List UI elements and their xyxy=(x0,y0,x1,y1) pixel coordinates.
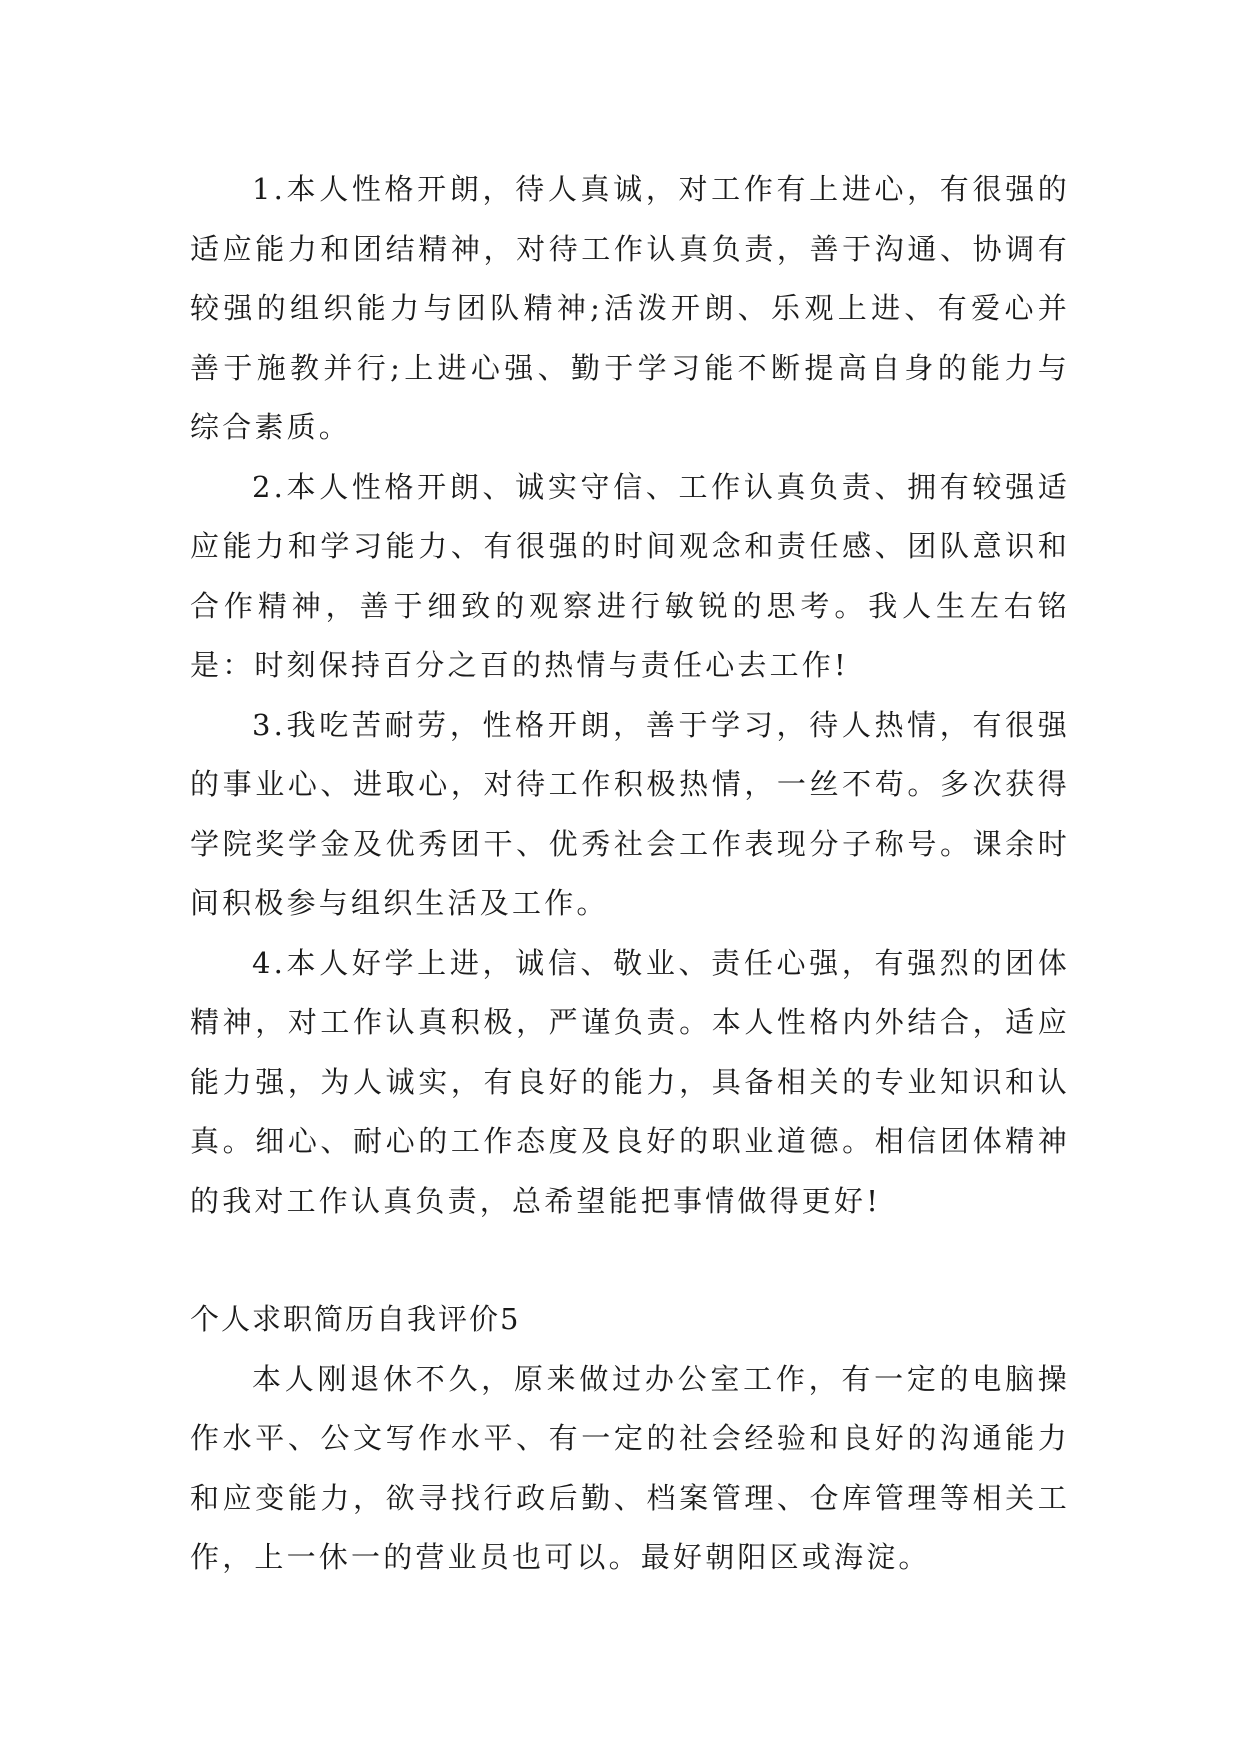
paragraph-1: 1.本人性格开朗，待人真诚，对工作有上进心，有很强的适应能力和团结精神，对待工作认真负责，善于沟通、协调有较强的组织能力与团队精神;活泼开朗、乐观上进、有爱心并善于施教并行;上进心强、勤于学习能不断提高自身的能力与综合素质。 xyxy=(190,172,1070,444)
section-heading: 个人求职简历自我评价5 xyxy=(190,1302,521,1336)
document-body xyxy=(190,160,1070,1588)
paragraph-3: 3.我吃苦耐劳，性格开朗，善于学习，待人热情，有很强的事业心、进取心，对待工作积极热情，一丝不苟。多次获得学院奖学金及优秀团干、优秀社会工作表现分子称号。课余时间积极参与组织生活及工作。 xyxy=(190,707,1070,920)
paragraph-2: 2.本人性格开朗、诚实守信、工作认真负责、拥有较强适应能力和学习能力、有很强的时间观念和责任感、团队意识和合作精神，善于细致的观察进行敏锐的思考。我人生左右铭是：时刻保持百分之百的热情与责任心去工作! xyxy=(190,469,1070,682)
paragraph-4: 4.本人好学上进，诚信、敬业、责任心强，有强烈的团体精神，对工作认真积极，严谨负责。本人性格内外结合，适应能力强，为人诚实，有良好的能力，具备相关的专业知识和认真。细心、耐心的工作态度及良好的职业道德。相信团体精神的我对工作认真负责，总希望能把事情做得更好! xyxy=(190,945,1070,1218)
section-paragraph: 本人刚退休不久，原来做过办公室工作，有一定的电脑操作水平、公文写作水平、有一定的社会经验和良好的沟通能力和应变能力，欲寻找行政后勤、档案管理、仓库管理等相关工作，上一休一的营业员也可以。最好朝阳区或海淀。 xyxy=(190,1361,1070,1574)
